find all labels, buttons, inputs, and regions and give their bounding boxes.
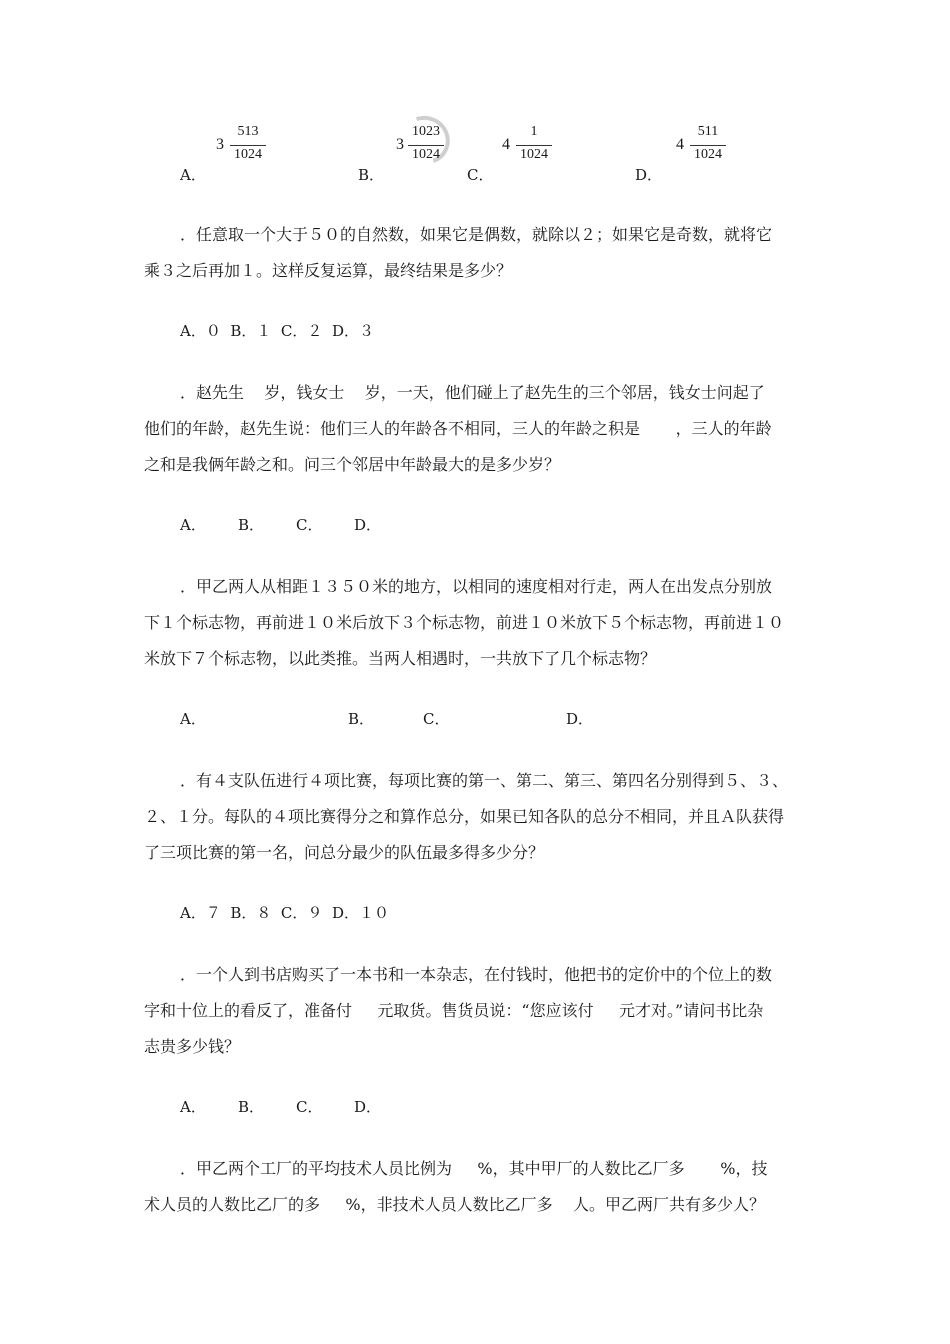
option-d: D． — [354, 1098, 382, 1116]
question-text-line: ２、１分。每队的４项比赛得分之和算作总分，如果已知各队的总分不相同，并且Ａ队获得 — [144, 807, 785, 826]
option-a-label: A． — [180, 166, 206, 184]
question-text-line: ．赵先生 岁，钱女士 岁，一天，他们碰上了赵先生的三个邻居，钱女士问起了 — [180, 383, 765, 402]
question-text-line: 了三项比赛的第一名，问总分最少的队伍最多得多少分？ — [144, 843, 545, 862]
fraction-bar — [516, 145, 552, 146]
fraction-numerator: 511 — [697, 124, 719, 139]
option-a: A． — [180, 1098, 206, 1116]
question-text-line: ．有４支队伍进行４项比赛，每项比赛的第一、第二、第三、第四名分别得到５、３、 — [180, 771, 789, 790]
fraction-denominator: 1024 — [520, 147, 548, 162]
option-d: D． — [566, 710, 594, 728]
question-text-line: 乘３之后再加１。这样反复运算，最终结果是多少？ — [144, 261, 513, 280]
option-c: C． — [296, 1098, 323, 1116]
question-text-line: ．甲乙两个工厂的平均技术人员比例为 %，其中甲厂的人数比乙厂多 %，技 — [180, 1159, 768, 1178]
option-a: A． — [180, 516, 206, 534]
option-b: B． — [238, 516, 265, 534]
fraction-whole: 4 — [502, 136, 510, 153]
option-c: C． — [423, 710, 450, 728]
fraction-whole: 3 — [216, 136, 224, 153]
option-b: B． — [348, 710, 375, 728]
option-b: B． — [238, 1098, 265, 1116]
fraction-whole: 3 — [396, 136, 404, 153]
option-d-label: D． — [635, 166, 663, 184]
fraction-bar — [690, 145, 726, 146]
option-b-label: B． — [358, 166, 385, 184]
question-text-line: 他们的年龄，赵先生说：他们三人的年龄各不相同，三人的年龄之积是 ，三人的年龄 — [144, 419, 772, 438]
fraction-bar — [408, 145, 444, 146]
option-c: C． — [296, 516, 323, 534]
question-text-line: 米放下７个标志物，以此类推。当两人相遇时，一共放下了几个标志物？ — [144, 649, 657, 668]
option-a: A． — [180, 710, 206, 728]
question-options: A．７ B．８ C．９ D．１０ — [180, 904, 389, 922]
question-text-line: 之和是我俩年龄之和。问三个邻居中年龄最大的是多少岁？ — [144, 455, 561, 474]
question-text-line: 字和十位上的看反了，准备付 元取货。售货员说：“您应该付 元才对。”请问书比杂 — [144, 1001, 764, 1020]
question-text-line: 志贵多少钱？ — [144, 1037, 241, 1056]
fraction-whole: 4 — [676, 136, 684, 153]
question-text-line: 下１个标志物，再前进１０米后放下３个标志物，前进１０米放下５个标志物，再前进１０ — [144, 613, 785, 632]
fraction-denominator: 1024 — [234, 147, 262, 162]
question-text-line: ．甲乙两人从相距１３５０米的地方，以相同的速度相对行走，两人在出发点分别放 — [180, 577, 773, 596]
question-text-line: ．任意取一个大于５０的自然数，如果它是偶数，就除以２；如果它是奇数，就将它 — [180, 225, 773, 244]
question-text-line: 术人员的人数比乙厂的多 %，非技术人员人数比乙厂多 人。甲乙两厂共有多少人？ — [144, 1195, 765, 1214]
option-c-label: C． — [467, 166, 494, 184]
question-text-line: ．一个人到书店购买了一本书和一本杂志，在付钱时，他把书的定价中的个位上的数 — [180, 965, 773, 984]
fraction-numerator: 513 — [237, 124, 259, 139]
question-options: A．０ B．１ C．２ D．３ — [180, 322, 374, 340]
fraction-bar — [230, 145, 266, 146]
fraction-numerator: 1023 — [412, 124, 440, 139]
option-d: D． — [354, 516, 382, 534]
fraction-denominator: 1024 — [412, 147, 440, 162]
fraction-numerator: 1 — [530, 124, 538, 139]
fraction-denominator: 1024 — [694, 147, 722, 162]
